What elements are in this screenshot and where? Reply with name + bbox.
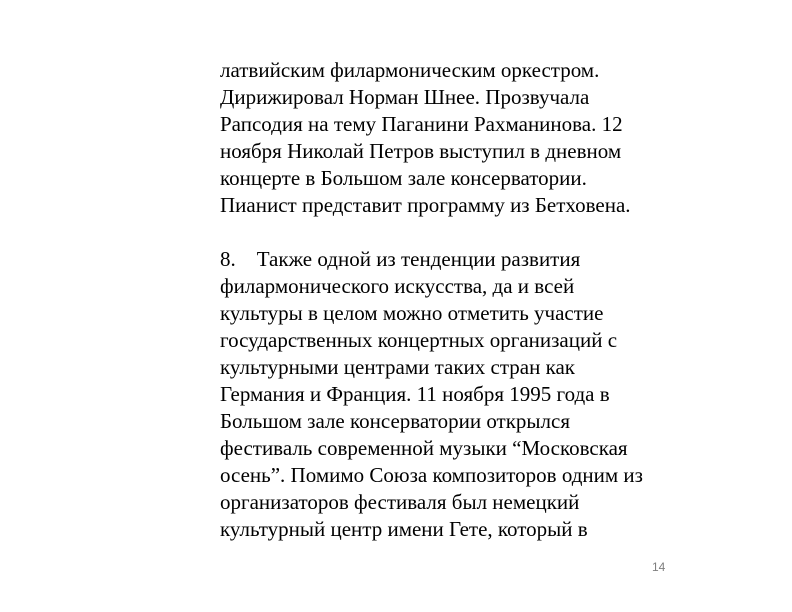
text-line: латвийским филармоническим оркестром.	[220, 58, 600, 82]
text-line: ноября Николай Петров выступил в дневном	[220, 139, 622, 163]
text-line: 8. Также одной из тенденции развития	[220, 247, 581, 271]
paragraph-gap	[220, 219, 690, 246]
text-line: культурный центр имени Гете, который в	[220, 517, 588, 541]
text-line: Большом зале консерватории открылся	[220, 409, 570, 433]
text-line: Пианист представит программу из Бетховена.	[220, 193, 631, 217]
text-line: культуры в целом можно отметить участие	[220, 301, 604, 325]
text-line: организаторов фестиваля был немецкий	[220, 490, 580, 514]
text-line: Германия и Франция. 11 ноября 1995 года в	[220, 382, 610, 406]
text-line: Дирижировал Норман Шнее. Прозвучала	[220, 85, 590, 109]
text-line: Рапсодия на тему Паганини Рахманинова. 12	[220, 112, 623, 136]
text-line: филармонического искусства, да и всей	[220, 274, 575, 298]
text-line: осень”. Помимо Союза композиторов одним из	[220, 463, 643, 487]
text-line: культурными центрами таких стран как	[220, 355, 576, 379]
paragraph-1	[220, 57, 690, 219]
page-number: 14	[652, 560, 666, 574]
text-line: концерте в Большом зале консерватории.	[220, 166, 587, 190]
paragraph-2	[220, 246, 690, 543]
text-line: государственных концертных организаций с	[220, 328, 618, 352]
text-line: фестиваль современной музыки “Московская	[220, 436, 628, 460]
body-text	[220, 57, 690, 543]
